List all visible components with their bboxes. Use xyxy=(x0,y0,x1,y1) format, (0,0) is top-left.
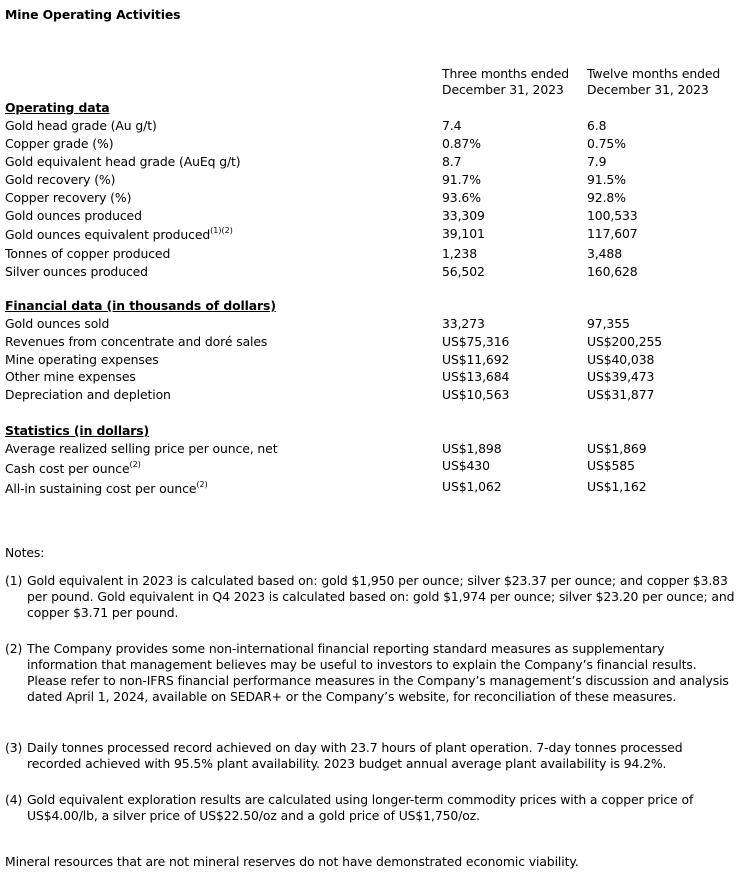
section-heading-operating-data: Operating data xyxy=(5,100,110,115)
row-value-twelve-months: US$585 xyxy=(587,458,635,473)
row-value-twelve-months: 0.75% xyxy=(587,136,626,151)
row-value-three-months: US$1,898 xyxy=(442,441,502,456)
row-value-three-months: US$430 xyxy=(442,458,490,473)
row-value-three-months: 0.87% xyxy=(442,136,481,151)
section-heading-statistics: Statistics (in dollars) xyxy=(5,423,150,438)
row-label: Average realized selling price per ounce, net xyxy=(5,441,278,456)
row-value-three-months: 93.6% xyxy=(442,190,481,205)
row-value-twelve-months: US$40,038 xyxy=(587,352,655,367)
footnote-4 xyxy=(5,792,735,824)
row-value-twelve-months: 6.8 xyxy=(587,118,607,133)
row-label-text: Gold ounces equivalent produced xyxy=(5,227,211,242)
row-value-twelve-months: US$31,877 xyxy=(587,387,655,402)
row-value-twelve-months: 92.8% xyxy=(587,190,626,205)
row-value-three-months: 39,101 xyxy=(442,226,485,241)
row-value-twelve-months: US$1,162 xyxy=(587,479,647,494)
section-heading-financial-data: Financial data (in thousands of dollars) xyxy=(5,298,276,313)
row-label: Copper grade (%) xyxy=(5,136,114,151)
column-header-three-months xyxy=(442,66,569,98)
row-label: Depreciation and depletion xyxy=(5,387,171,402)
footnote-1 xyxy=(5,573,735,621)
row-value-three-months: 56,502 xyxy=(442,264,485,279)
row-value-three-months: US$13,684 xyxy=(442,369,510,384)
footnote-number: (1) xyxy=(5,573,23,588)
document-title: Mine Operating Activities xyxy=(5,7,181,22)
row-label: Gold head grade (Au g/t) xyxy=(5,118,157,133)
footnote-text: Daily tonnes processed record achieved on day with 23.7 hours of plant operation. 7-day tonnes processed recorded achieved with 95.5% plant availability. 2023 budget annual average plant availability is 94.2%. xyxy=(27,740,683,771)
row-value-three-months: 1,238 xyxy=(442,246,477,261)
column-header-twelve-months xyxy=(587,66,720,98)
footnote-reference: (1)(2) xyxy=(210,226,233,235)
row-label: Copper recovery (%) xyxy=(5,190,132,205)
row-value-twelve-months: 7.9 xyxy=(587,154,607,169)
footnote-3 xyxy=(5,740,735,772)
footnote-text: The Company provides some non-international financial reporting standard measures as supplementary information that management believes may be useful to investors to explain the Company’s financial results. Please refer to non-IFRS financial performance measures in the Company’s management’s discussion and analysis dated April 1, 2024, available on SEDAR+ or the Company’s website, for reconciliation of these measures. xyxy=(27,641,729,704)
footnote-reference: (2) xyxy=(196,480,208,489)
notes-heading: Notes: xyxy=(5,545,45,560)
row-value-three-months: US$10,563 xyxy=(442,387,510,402)
row-value-twelve-months: 100,533 xyxy=(587,208,638,223)
row-value-twelve-months: US$200,255 xyxy=(587,334,663,349)
column-header-line: Twelve months ended xyxy=(587,66,721,81)
footnote-number: (2) xyxy=(5,641,23,656)
row-value-three-months: 91.7% xyxy=(442,172,481,187)
row-value-three-months: 33,309 xyxy=(442,208,485,223)
row-label: Other mine expenses xyxy=(5,369,136,384)
row-value-twelve-months: US$1,869 xyxy=(587,441,647,456)
row-label-with-footnote xyxy=(5,227,233,242)
row-value-three-months: US$11,692 xyxy=(442,352,510,367)
row-value-twelve-months: 160,628 xyxy=(587,264,638,279)
row-value-twelve-months: 97,355 xyxy=(587,316,630,331)
column-header-line: December 31, 2023 xyxy=(442,82,564,97)
disclaimer-text: Mineral resources that are not mineral reserves do not have demonstrated economic viability. xyxy=(5,854,579,869)
column-header-line: December 31, 2023 xyxy=(587,82,709,97)
row-label-with-footnote xyxy=(5,481,208,496)
row-value-twelve-months: 3,488 xyxy=(587,246,622,261)
row-value-twelve-months: 91.5% xyxy=(587,172,626,187)
footnote-2 xyxy=(5,641,735,705)
row-value-twelve-months: US$39,473 xyxy=(587,369,655,384)
column-header-line: Three months ended xyxy=(442,66,570,81)
row-label: Gold recovery (%) xyxy=(5,172,116,187)
footnote-reference: (2) xyxy=(129,460,141,469)
row-label: Revenues from concentrate and doré sales xyxy=(5,334,268,349)
row-label: Mine operating expenses xyxy=(5,352,159,367)
row-value-three-months: 7.4 xyxy=(442,118,462,133)
row-label: Gold ounces sold xyxy=(5,316,110,331)
row-value-twelve-months: 117,607 xyxy=(587,226,638,241)
row-label: Gold ounces produced xyxy=(5,208,142,223)
row-value-three-months: 33,273 xyxy=(442,316,485,331)
row-label: Gold equivalent head grade (AuEq g/t) xyxy=(5,154,241,169)
row-label: Silver ounces produced xyxy=(5,264,148,279)
row-label-text: Cash cost per ounce xyxy=(5,461,130,476)
row-label-text: All-in sustaining cost per ounce xyxy=(5,481,197,496)
row-label-with-footnote xyxy=(5,461,141,476)
footnote-text: Gold equivalent in 2023 is calculated based on: gold $1,950 per ounce; silver $23.37 per ounce; and copper $3.83 per pound. Gold equivalent in Q4 2023 is calculated based on: gold $1,974 per ounce; silver $23.20 per ounce; and copper $3.71 per pound. xyxy=(27,573,735,620)
footnote-number: (4) xyxy=(5,792,23,807)
row-value-three-months: US$1,062 xyxy=(442,479,502,494)
footnote-text: Gold equivalent exploration results are calculated using longer-term commodity prices with a copper price of US$4.00/lb, a silver price of US$22.50/oz and a gold price of US$1,750/oz. xyxy=(27,792,694,823)
footnote-number: (3) xyxy=(5,740,23,755)
row-label: Tonnes of copper produced xyxy=(5,246,171,261)
row-value-three-months: US$75,316 xyxy=(442,334,510,349)
row-value-three-months: 8.7 xyxy=(442,154,462,169)
